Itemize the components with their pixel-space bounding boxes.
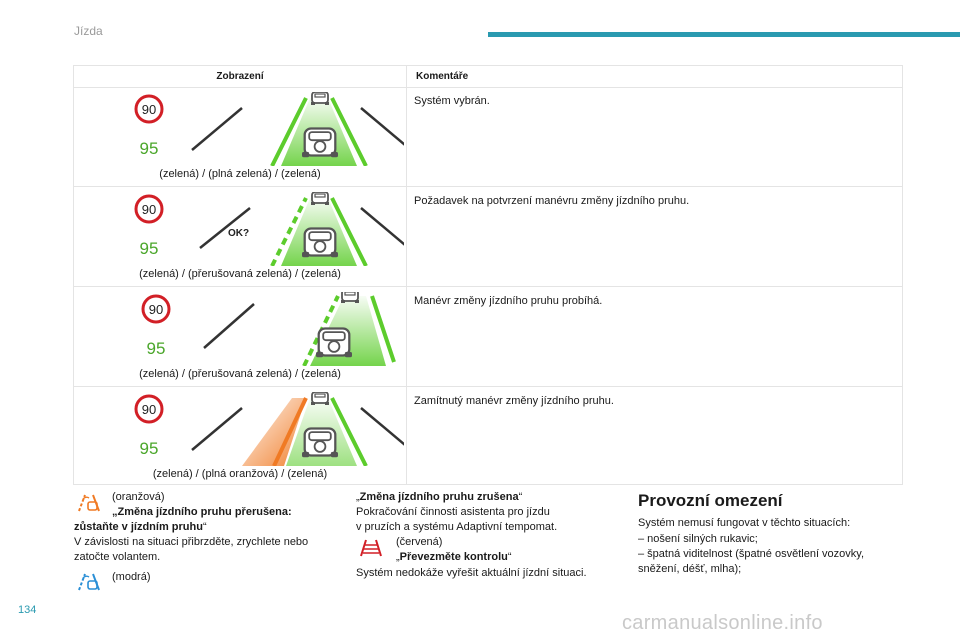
display-comment: Manévr změny jízdního pruhu probíhá. (414, 295, 603, 307)
limitations-intro: Systém nemusí fungovat v těchto situacích: (638, 517, 851, 529)
speed-limit-value: 90 (141, 402, 157, 417)
speed-limit-value: 90 (148, 302, 164, 317)
left-lane-line (192, 408, 242, 450)
left-lane-line (192, 108, 242, 150)
display-caption: (zelená) / (přerušovaná zelená) / (zelená) (139, 368, 341, 380)
lane-display-solid-green (114, 92, 404, 166)
red-label: (červená) (396, 536, 443, 548)
set-speed-value: 95 (139, 439, 159, 458)
limitation-item: – špatná viditelnost (špatné osvětlení vozovky, (638, 548, 865, 560)
page-header-title: Jízda (74, 24, 103, 38)
lane-display-solid-orange (114, 392, 404, 466)
car-ahead-icon (311, 192, 329, 205)
car-ahead-icon (311, 92, 329, 105)
display-comment: Systém vybrán. (414, 95, 490, 107)
display-caption: (zelená) / (přerušovaná zelená) / (zelená) (139, 268, 341, 280)
speed-limit-value: 90 (141, 102, 157, 117)
display-caption: (zelená) / (plná oranžová) / (zelená) (152, 468, 328, 480)
cancel-description-line2: v pruzích a systému Adaptivní tempomat. (356, 521, 558, 533)
confirm-badge: OK? (228, 228, 250, 239)
page-number: 134 (18, 604, 37, 616)
display-comment: Zamítnutý manévr změny jízdního pruhu. (414, 395, 614, 407)
orange-quote-end: “ (202, 521, 207, 533)
red-message-title: Převezměte kontrolu (399, 551, 508, 563)
set-speed-value: 95 (139, 239, 159, 258)
right-lane-line (361, 208, 404, 250)
red-description: Systém nedokáže vyřešit aktuální jízdní situaci. (356, 567, 587, 579)
table-row (74, 88, 902, 187)
cancel-quote-start: „ (356, 491, 360, 503)
orange-description-line1: V závislosti na situaci přibrzděte, zrychlete nebo (74, 536, 309, 548)
column-header-display: Zobrazení (216, 71, 264, 82)
lane-display-change-in-progress (114, 292, 404, 366)
watermark: carmanualsonline.info (622, 612, 823, 634)
orange-message-title-line1: „Změna jízdního pruhu přerušena: (112, 506, 292, 518)
column-header-comment: Komentáře (416, 71, 469, 82)
display-table (73, 65, 903, 485)
table-row (74, 188, 902, 287)
orange-message-title-line2: zůstaňte v jízdním pruhu (74, 521, 203, 533)
table-row (74, 388, 902, 487)
cancel-message-title: Změna jízdního pruhu zrušena (359, 491, 519, 503)
right-lane-line (361, 108, 404, 150)
limitation-item-continued: sněžení, déšť, mlha); (638, 563, 742, 575)
lane-display-dashed-green-confirm (114, 192, 404, 266)
table-header (74, 66, 902, 88)
orange-description-line2: zatočte volantem. (74, 551, 161, 563)
display-comment: Požadavek na potvrzení manévru změny jízdního pruhu. (414, 195, 690, 207)
section-title: Provozní omezení (638, 491, 783, 510)
header-accent-bar (488, 32, 960, 37)
car-ahead-icon (341, 292, 359, 303)
orange-label: (oranžová) (112, 491, 165, 503)
own-car-icon (302, 129, 338, 158)
own-car-icon (302, 229, 338, 258)
lane-change-blue-icon (74, 570, 104, 594)
display-caption: (zelená) / (plná zelená) / (zelená) (159, 168, 321, 180)
table-row (74, 288, 902, 387)
own-car-icon (302, 429, 338, 458)
cancel-quote-end: “ (518, 491, 523, 503)
speed-limit-value: 90 (141, 202, 157, 217)
limitation-item: – nošení silných rukavic; (638, 533, 758, 545)
car-ahead-icon (311, 392, 329, 405)
lane-change-interrupted-orange-icon (74, 491, 104, 515)
left-lane-line (204, 304, 254, 348)
own-car-icon (316, 329, 352, 358)
blue-label: (modrá) (112, 571, 151, 583)
take-control-red-icon (356, 536, 386, 560)
cancel-description-line1: Pokračování činnosti asistenta pro jízdu (356, 506, 550, 518)
set-speed-value: 95 (146, 339, 166, 358)
set-speed-value: 95 (139, 139, 159, 158)
right-lane-line (361, 408, 404, 450)
